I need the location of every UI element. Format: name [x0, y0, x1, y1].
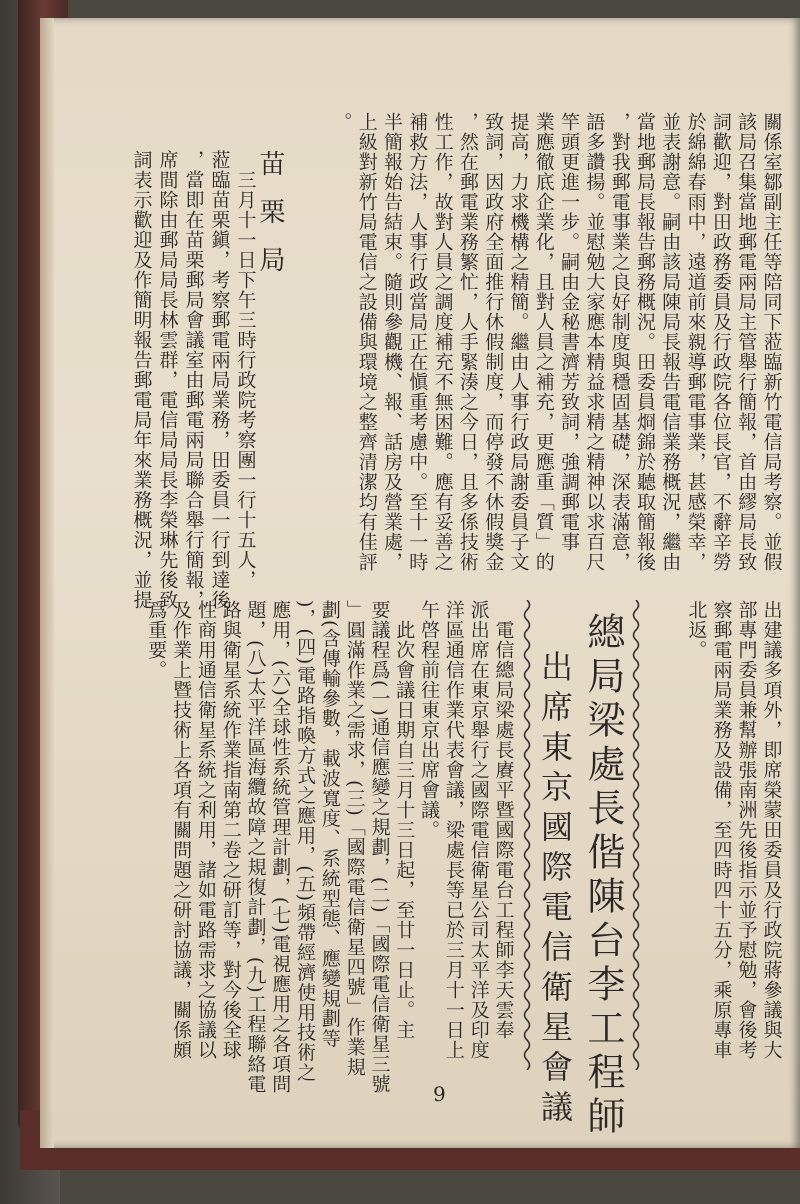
headline-border-right — [630, 600, 642, 1070]
top-article-column: 詞歡迎，對田政務委員及行政院各位長官，不辭辛勞 — [709, 112, 732, 572]
top-article-column: 致詞，因政府全面推行休假制度，而停發不休假獎金 — [482, 112, 505, 572]
subheadline: 出席東京國際電信衛星會議 — [536, 650, 574, 1130]
top-article-column: ，然在郵電業務繁忙，人手緊湊之今日，且多係技術 — [456, 112, 479, 572]
top-article-column: 業應徹底企業化，且對人員之補充，更應重「質」的 — [532, 112, 555, 572]
satellite-article-column: 午啓程前往東京出席會議。 — [418, 600, 441, 840]
satellite-article-column: 劃(含傳輸參數，載波寬度、系統型態、應變規劃等 — [318, 600, 341, 1049]
miaoli-column: ，當即在苗栗郵局會議室由郵電兩局聯合舉行簡報， — [182, 150, 205, 610]
top-article-column: 半簡報始告結束。隨則參觀機、報、話房及營業處， — [381, 112, 403, 572]
section-title-miaoli: 苗栗局 — [255, 150, 285, 294]
satellite-article-column: )，(四)電路指喚方式之應用，(五)頻帶經濟使用技術之 — [294, 600, 317, 1083]
satellite-article-column: 爲重要。 — [145, 600, 168, 680]
page-gutter — [40, 18, 54, 1148]
satellite-article-column: 及作業上暨技術上各項有關問題之研討協議，關係頗 — [170, 600, 193, 1060]
top-article-column: 提高，力求機構之精簡。繼由人事行政局謝委員子文 — [507, 112, 530, 572]
continuation-column: 出建議多項外，即席榮蒙田委員及行政院蔣參議與大 — [760, 600, 783, 1060]
satellite-article-column: 題，(八)太平洋區海纜故障之規復計劃，(九)工程聯絡電 — [244, 600, 267, 1094]
top-article-column: 竿頭更進一步。嗣由金秘書濟芳致詞，強調郵電事 — [558, 112, 581, 552]
satellite-article-column: 洋區通信作業代表會議，梁處長等已於三月十一日上 — [442, 600, 465, 1060]
page-number: 9 — [433, 1082, 446, 1106]
top-article-column: 上級對新竹局電信之設備與環境之整齊清潔均有佳評 — [355, 112, 378, 572]
miaoli-column: 席間除由郵局局長林雲群，電信局局長李榮琳先後致 — [156, 150, 179, 610]
top-article-column: 關係室鄒副主任等陪同下蒞臨新竹電信局考察。並假 — [760, 112, 783, 572]
satellite-article-column: 應用，(六)全球性系統管理計劃，(七)電視應用之各項問 — [269, 600, 292, 1094]
satellite-article-column: 路與衛星系統作業指南第二卷之研訂等，對今後全球 — [219, 600, 242, 1060]
satellite-article-column: 」圓滿作業之需求，(三)「國際電信衛星四號」作業規 — [343, 600, 366, 1077]
headline: 總局梁處長偕陳台李工程師 — [581, 612, 625, 1140]
continuation-column: 部專門委員兼幫辦張南洲先後指示並予慰勉，會後考 — [735, 600, 758, 1060]
top-article-column: 該局召集當地郵電兩局主管舉行簡報，首由繆局長致 — [735, 112, 758, 572]
satellite-article-column: 性商用通信衛星系統之利用，諸如電路需求之協議以 — [194, 600, 217, 1060]
miaoli-column: 詞表示歡迎及作簡明報告郵電局年來業務概況，並提 — [130, 150, 153, 610]
top-article-column: 性工作，故對人員之調度補充不無困難。應有妥善之 — [431, 112, 454, 572]
top-article-column: ，對我郵電事業之良好制度與穩固基礎，深表滿意， — [608, 112, 631, 572]
miaoli-column: 蒞臨苗栗鎭，考察郵電兩局業務，田委員一行到達後 — [208, 150, 231, 610]
continuation-column: 察郵電兩局業務及設備，至四時四十五分，乘原專車 — [710, 600, 733, 1060]
continuation-column: 北返。 — [685, 600, 708, 660]
top-article-column: 補救方法，人事行政當局正在愼重考慮中。至十一時 — [406, 112, 429, 572]
top-article-column: 。 — [330, 112, 353, 132]
top-article-column: 於綿綿春雨中，遠道前來親導郵電事業，甚感榮幸， — [684, 112, 707, 572]
miaoli-column: 三月十一日下午三時行政院考察團一行十五人， — [234, 150, 257, 590]
top-article-column: 語多讚揚。並慰勉大家應本精益求精之精神以求百尺 — [583, 112, 606, 572]
satellite-article-column: 派出席在東京舉行之國際電信衛星公司太平洋及印度 — [467, 600, 490, 1060]
satellite-article-column: 電信總局梁處長賡平暨國際電台工程師李天雲奉 — [492, 600, 515, 1040]
top-article-column: 當地郵局長報告郵務概況。田委員烱錦於聽取簡報後 — [634, 112, 656, 572]
top-article-column: 並表謝意。嗣由該局陳局長報告電信業務概況，繼由 — [659, 112, 682, 572]
satellite-article-column: 要議程爲(一)通信應變之規劃，(二)「國際電信衛星三號 — [368, 600, 391, 1094]
satellite-article-column: 此次會議日期自三月十三日起，至廿一日止。主 — [393, 600, 416, 1040]
